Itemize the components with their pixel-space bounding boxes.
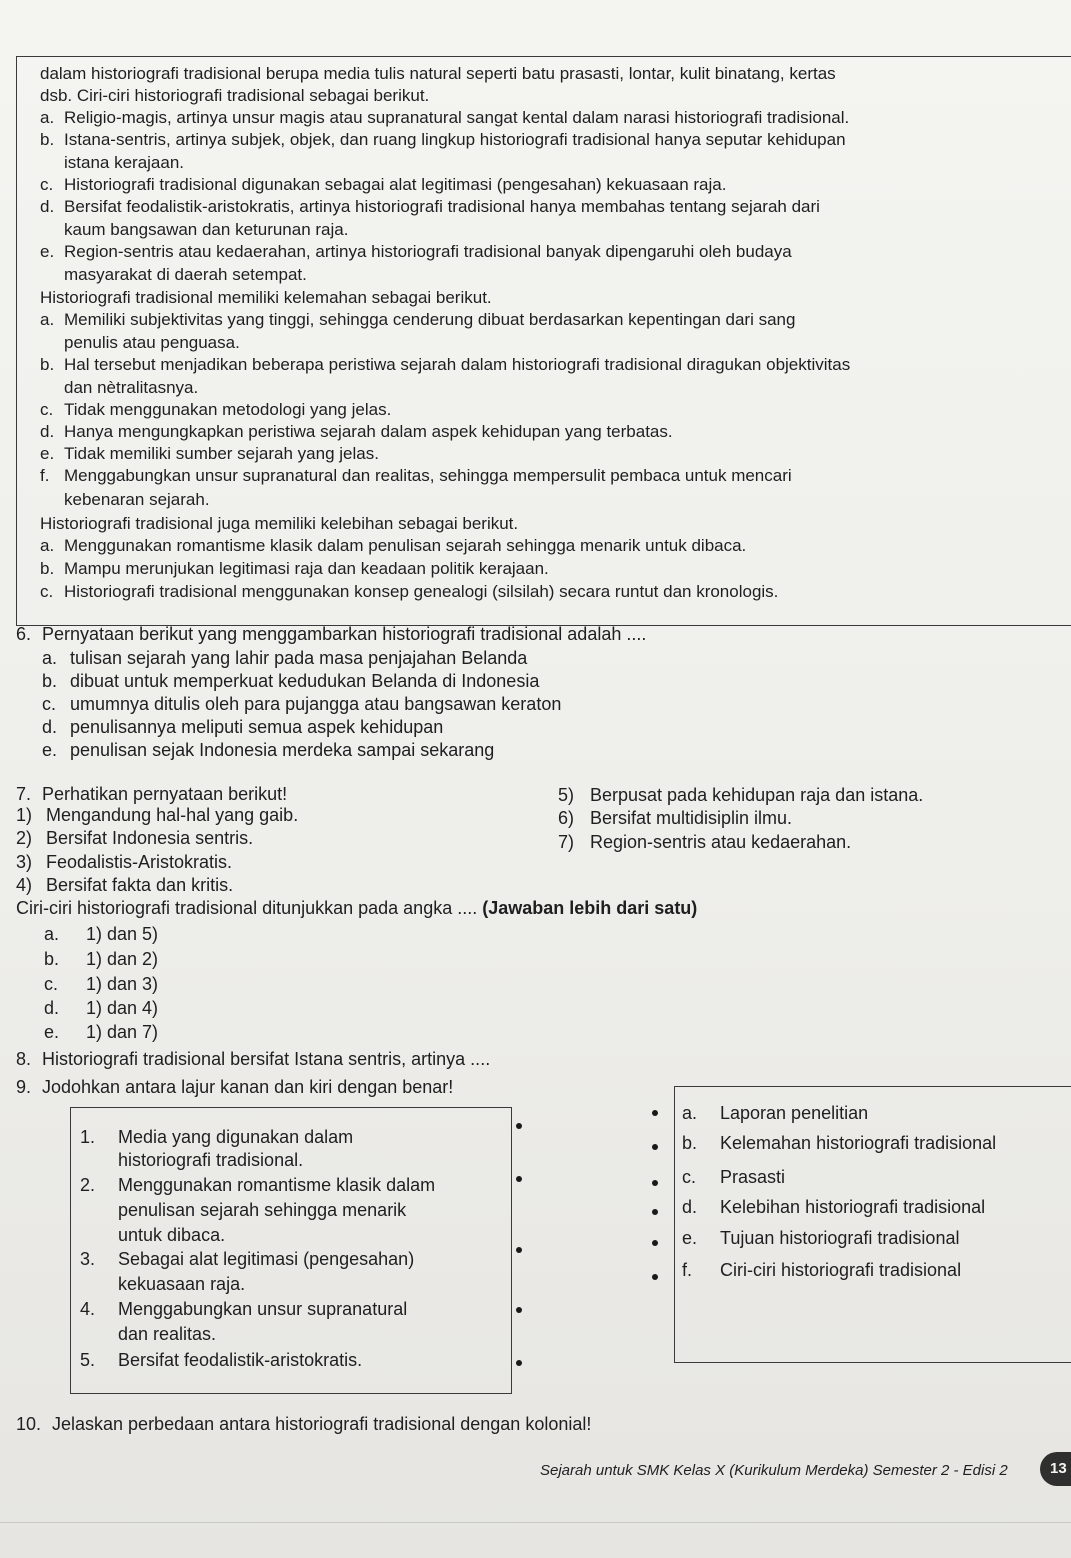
- q6-option: c. umumnya ditulis oleh para pujangga atau bangsawan keraton: [42, 694, 562, 714]
- kelemahan-item: e. Tidak memiliki sumber sejarah yang jelas.: [40, 444, 379, 463]
- ciri-item: d. Bersifat feodalistik-aristokratis, artinya historiografi tradisional hanya membahas tentang sejarah dari: [40, 197, 820, 216]
- q7-statement: 2) Bersifat Indonesia sentris.: [16, 828, 254, 848]
- ciri-item: b. Istana-sentris, artinya subjek, objek, dan ruang lingkup historiografi tradisional hanya seputar kehidupan: [40, 130, 846, 149]
- question-8: 8. Historiografi tradisional bersifat Istana sentris, artinya ....: [16, 1049, 491, 1069]
- match-left-item-cont: untuk dibaca.: [118, 1225, 226, 1245]
- match-left-dot[interactable]: [516, 1123, 522, 1129]
- match-left-item-cont: penulisan sejarah sehingga menarik: [118, 1200, 407, 1220]
- match-right-item: f. Ciri-ciri historiografi tradisional: [682, 1260, 962, 1280]
- question-6: 6. Pernyataan berikut yang menggambarkan historiografi tradisional adalah ....: [16, 624, 647, 644]
- kelebihan-title: Historiografi tradisional juga memiliki kelebihan sebagai berikut.: [40, 514, 519, 533]
- match-right-item: c. Prasasti: [682, 1167, 786, 1187]
- match-right-dot[interactable]: [652, 1209, 658, 1215]
- match-left-item: 4. Menggabungkan unsur supranatural: [80, 1299, 408, 1319]
- match-left-item: 3. Sebagai alat legitimasi (pengesahan): [80, 1249, 415, 1269]
- q7-option: d. 1) dan 4): [44, 998, 159, 1018]
- bottom-divider: [0, 1522, 1071, 1523]
- q7-option: b. 1) dan 2): [44, 949, 159, 969]
- match-left-item-cont: kekuasaan raja.: [118, 1274, 246, 1294]
- kelemahan-item: b. Hal tersebut menjadikan beberapa peristiwa sejarah dalam historiografi tradisional diragukan objektivitas: [40, 355, 851, 374]
- match-left-item-cont: dan realitas.: [118, 1324, 217, 1344]
- ciri-item: e. Region-sentris atau kedaerahan, artinya historiografi tradisional banyak dipengaruhi oleh budaya: [40, 242, 792, 261]
- ciri-item-cont: masyarakat di daerah setempat.: [64, 265, 307, 284]
- match-left-item: 2. Menggunakan romantisme klasik dalam: [80, 1175, 436, 1195]
- q7-option: a. 1) dan 5): [44, 924, 159, 944]
- matching-right-border: [674, 1362, 1071, 1363]
- q7-prompt: Ciri-ciri historiografi tradisional ditunjukkan pada angka .... (Jawaban lebih dari satu): [16, 898, 698, 918]
- q7-prompt-bold: (Jawaban lebih dari satu): [482, 898, 698, 918]
- kelemahan-title: Historiografi tradisional memiliki kelemahan sebagai berikut.: [40, 288, 492, 307]
- kelemahan-item: a. Memiliki subjektivitas yang tinggi, sehingga cenderung dibuat berdasarkan kepentingan dari sang: [40, 310, 796, 329]
- kelemahan-item-cont: penulis atau penguasa.: [64, 333, 240, 352]
- kelebihan-item: a. Menggunakan romantisme klasik dalam penulisan sejarah sehingga menarik untuk dibaca.: [40, 536, 747, 555]
- q6-option: b. dibuat untuk memperkuat kedudukan Belanda di Indonesia: [42, 671, 540, 691]
- match-right-dot[interactable]: [652, 1180, 658, 1186]
- match-left-item: 5. Bersifat feodalistik-aristokratis.: [80, 1350, 363, 1370]
- match-left-item: 1. Media yang digunakan dalam: [80, 1127, 354, 1147]
- match-right-item: e. Tujuan historiografi tradisional: [682, 1228, 960, 1248]
- q7-statement: 1) Mengandung hal-hal yang gaib.: [16, 805, 299, 825]
- match-right-item: d. Kelebihan historiografi tradisional: [682, 1197, 986, 1217]
- match-left-item-cont: historiografi tradisional.: [118, 1150, 304, 1170]
- matching-right-border: [674, 1086, 1071, 1087]
- kelebihan-item: b. Mampu merunjukan legitimasi raja dan keadaan politik kerajaan.: [40, 559, 549, 578]
- q6-option: e. penulisan sejak Indonesia merdeka sampai sekarang: [42, 740, 495, 760]
- kelemahan-item-cont: kebenaran sejarah.: [64, 490, 210, 509]
- match-right-dot[interactable]: [652, 1274, 658, 1280]
- matching-right-border: [674, 1086, 675, 1363]
- match-left-dot[interactable]: [516, 1360, 522, 1366]
- kelemahan-item: f. Menggabungkan unsur supranatural dan realitas, sehingga mempersulit pembaca untuk mencari: [40, 466, 792, 485]
- intro-line: dsb. Ciri-ciri historiografi tradisional sebagai berikut.: [40, 86, 430, 105]
- q6-option: d. penulisannya meliputi semua aspek kehidupan: [42, 717, 444, 737]
- q6-option: a. tulisan sejarah yang lahir pada masa penjajahan Belanda: [42, 648, 528, 668]
- q7-statement: 3) Feodalistis-Aristokratis.: [16, 852, 233, 872]
- kelemahan-item-cont: dan nètralitasnya.: [64, 378, 199, 397]
- match-left-dot[interactable]: [516, 1176, 522, 1182]
- question-7: 7. Perhatikan pernyataan berikut!: [16, 784, 288, 804]
- q7-statement: 5) Berpusat pada kehidupan raja dan istana.: [558, 785, 924, 805]
- match-right-dot[interactable]: [652, 1110, 658, 1116]
- match-right-dot[interactable]: [652, 1240, 658, 1246]
- question-10: 10. Jelaskan perbedaan antara historiografi tradisional dengan kolonial!: [16, 1414, 592, 1434]
- ciri-item: a. Religio-magis, artinya unsur magis atau supranatural sangat kental dalam narasi historiografi tradisional.: [40, 108, 850, 127]
- q7-statement: 6) Bersifat multidisiplin ilmu.: [558, 808, 793, 828]
- kelebihan-item: c. Historiografi tradisional menggunakan konsep genealogi (silsilah) secara runtut dan kronologis.: [40, 582, 779, 601]
- match-right-item: a. Laporan penelitian: [682, 1103, 869, 1123]
- match-left-dot[interactable]: [516, 1307, 522, 1313]
- q7-statement: 7) Region-sentris atau kedaerahan.: [558, 832, 852, 852]
- match-right-item: b. Kelemahan historiografi tradisional: [682, 1133, 997, 1153]
- footer-text: Sejarah untuk SMK Kelas X (Kurikulum Merdeka) Semester 2 - Edisi 2: [540, 1462, 1008, 1479]
- question-9: 9. Jodohkan antara lajur kanan dan kiri dengan benar!: [16, 1077, 454, 1097]
- match-right-dot[interactable]: [652, 1144, 658, 1150]
- q7-statement: 4) Bersifat fakta dan kritis.: [16, 875, 234, 895]
- match-left-dot[interactable]: [516, 1247, 522, 1253]
- page-number: 13: [1040, 1452, 1071, 1486]
- kelemahan-item: d. Hanya mengungkapkan peristiwa sejarah dalam aspek kehidupan yang terbatas.: [40, 422, 673, 441]
- kelemahan-item: c. Tidak menggunakan metodologi yang jelas.: [40, 400, 392, 419]
- q7-option: c. 1) dan 3): [44, 974, 159, 994]
- q7-option: e. 1) dan 7): [44, 1022, 159, 1042]
- ciri-item-cont: kaum bangsawan dan keturunan raja.: [64, 220, 349, 239]
- intro-line: dalam historiografi tradisional berupa media tulis natural seperti batu prasasti, lontar, kulit binatang, kertas: [40, 64, 836, 83]
- ciri-item-cont: istana kerajaan.: [64, 153, 185, 172]
- ciri-item: c. Historiografi tradisional digunakan sebagai alat legitimasi (pengesahan) kekuasaan raja.: [40, 175, 727, 194]
